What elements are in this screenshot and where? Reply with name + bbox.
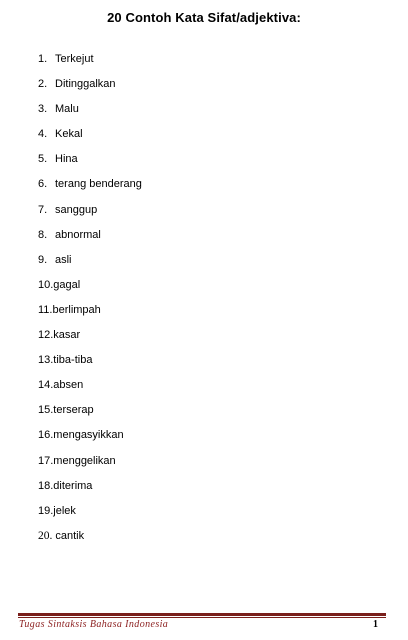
item-number: 17. bbox=[38, 454, 54, 467]
item-word: kasar bbox=[53, 329, 81, 342]
list-item bbox=[38, 175, 142, 200]
item-number: 19. bbox=[38, 504, 54, 517]
item-number: 16. bbox=[38, 429, 54, 442]
item-number: 4. bbox=[38, 128, 48, 141]
footer-divider-thick bbox=[18, 613, 386, 616]
item-number: 18. bbox=[38, 479, 54, 492]
item-word: sanggup bbox=[55, 203, 98, 216]
item-word: Hina bbox=[55, 153, 78, 166]
item-number: 15. bbox=[38, 404, 54, 417]
list-item bbox=[38, 401, 142, 426]
list-item bbox=[38, 75, 142, 100]
list-item bbox=[38, 226, 142, 251]
item-word: cantik bbox=[55, 529, 85, 542]
item-word: Ditinggalkan bbox=[55, 78, 116, 91]
item-number: 8. bbox=[38, 228, 48, 241]
list-item bbox=[38, 477, 142, 502]
list-item bbox=[38, 376, 142, 401]
item-word: Kekal bbox=[55, 128, 83, 141]
item-number: 13. bbox=[38, 354, 54, 367]
item-number: 3. bbox=[38, 103, 48, 116]
footer-divider-thin bbox=[18, 617, 386, 618]
item-word: jelek bbox=[53, 504, 76, 517]
list-item bbox=[38, 502, 142, 527]
item-number: 11. bbox=[38, 303, 53, 316]
page-number: 1 bbox=[373, 619, 378, 630]
item-number: 2. bbox=[38, 78, 48, 91]
list-item bbox=[38, 276, 142, 301]
item-word: gagal bbox=[53, 278, 81, 291]
list-item bbox=[38, 527, 142, 552]
item-word: asli bbox=[55, 253, 72, 266]
item-word: diterima bbox=[53, 479, 93, 492]
item-number: 9. bbox=[38, 253, 48, 266]
item-number: 14. bbox=[38, 379, 54, 392]
item-word: abnormal bbox=[55, 228, 101, 241]
list-item bbox=[38, 301, 142, 326]
list-item bbox=[38, 452, 142, 477]
list-item bbox=[38, 326, 142, 351]
item-number: 20. bbox=[38, 529, 53, 542]
item-word: terang benderang bbox=[55, 178, 142, 191]
list-item bbox=[38, 201, 142, 226]
item-number: 6. bbox=[38, 178, 48, 191]
list-item bbox=[38, 251, 142, 276]
adjective-list bbox=[38, 50, 142, 552]
page-title: 20 Contoh Kata Sifat/adjektiva: bbox=[107, 10, 301, 25]
item-word: absen bbox=[53, 379, 84, 392]
item-word: tiba-tiba bbox=[53, 354, 93, 367]
list-item bbox=[38, 125, 142, 150]
item-word: mengasyikkan bbox=[53, 429, 124, 442]
list-item bbox=[38, 50, 142, 75]
item-word: Malu bbox=[55, 103, 79, 116]
item-word: Terkejut bbox=[55, 53, 94, 65]
list-item bbox=[38, 351, 142, 376]
list-item bbox=[38, 426, 142, 451]
item-number: 10. bbox=[38, 278, 54, 291]
item-number: 12. bbox=[38, 329, 54, 342]
item-number: 5. bbox=[38, 153, 48, 166]
list-item bbox=[38, 100, 142, 125]
item-word: terserap bbox=[53, 404, 94, 417]
item-number: 7. bbox=[38, 203, 48, 216]
item-word: berlimpah bbox=[52, 303, 101, 316]
item-word: menggelikan bbox=[53, 454, 116, 467]
list-item bbox=[38, 150, 142, 175]
item-number: 1. bbox=[38, 53, 48, 65]
footer-title: Tugas Sintaksis Bahasa Indonesia bbox=[19, 619, 169, 630]
